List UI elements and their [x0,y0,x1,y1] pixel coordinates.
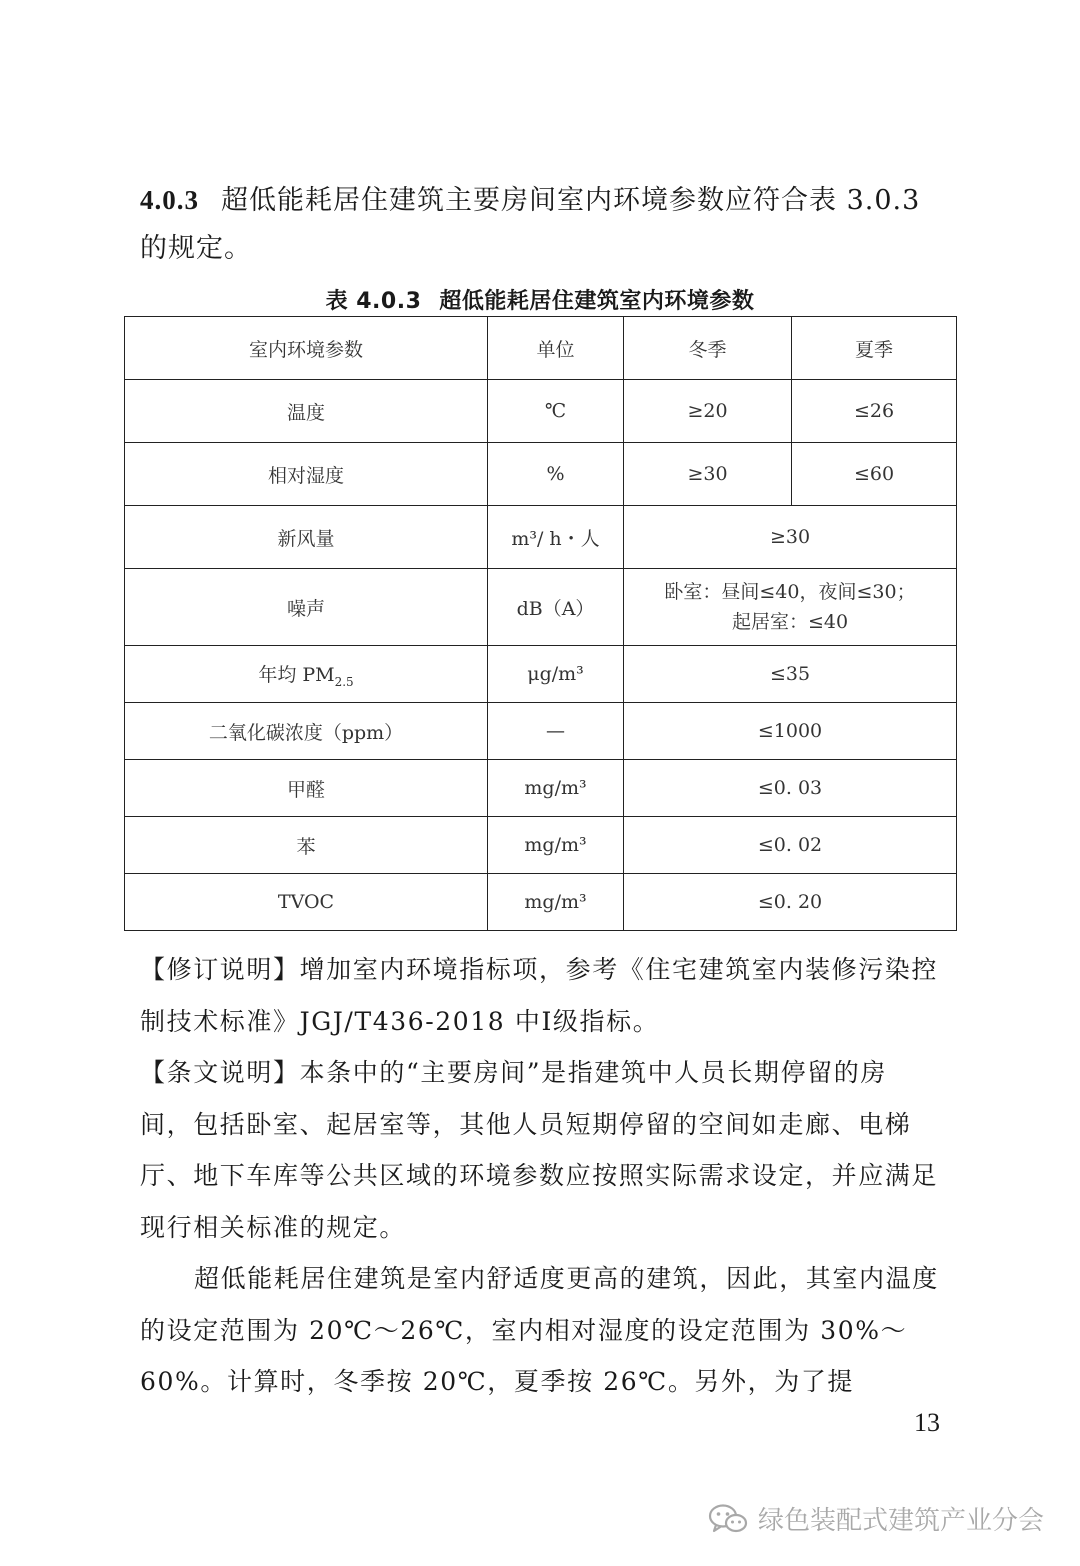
table-row [125,874,957,931]
value-cell: ≤0. 02 [624,817,957,874]
param-cell: 二氧化碳浓度（ppm） [125,703,488,760]
wechat-icon [708,1503,748,1535]
value-cell: ≤0. 03 [624,760,957,817]
table-row [125,760,957,817]
header-cell: 室内环境参数 [125,317,488,380]
unit-cell: ℃ [488,380,624,443]
unit-cell: m³/ h・人 [488,506,624,569]
clause-4-0-3 [140,176,940,273]
header-cell: 冬季 [624,317,792,380]
value-cell: ≥30 [624,506,957,569]
table-caption [124,284,956,315]
body-paragraph: 超低能耗居住建筑是室内舒适度更高的建筑，因此，其室内温度的设定范围为 20℃～26℃，室内相对湿度的设定范围为 30%～60%。计算时，冬季按 20℃，夏季按 26℃。另外，为了提 [140,1264,939,1396]
param-text: 年均 PM [258,663,335,686]
unit-cell: mg/m³ [488,874,624,931]
table-row [125,506,957,569]
explanation-note: 【条文说明】本条中的“主要房间”是指建筑中人员长期停留的房间，包括卧室、起居室等，其他人员短期停留的空间如走廊、电梯厅、地下车库等公共区域的环境参数应按照实际需求设定，并应满足现行相关标准的规定。 [140,1058,939,1242]
table-caption-title: 超低能耗居住建筑室内环境参数 [439,289,755,314]
table-row [125,703,957,760]
header-cell: 单位 [488,317,624,380]
winter-cell: ≥30 [624,443,792,506]
table-row [125,817,957,874]
param-cell: 甲醛 [125,760,488,817]
value-cell: ≤1000 [624,703,957,760]
page-number: 13 [914,1408,940,1437]
clause-text: 超低能耗居住建筑主要房间室内环境参数应符合表 3.0.3 的规定。 [140,185,921,264]
value-line: 起居室：≤40 [731,611,849,633]
revision-note: 【修订说明】增加室内环境指标项，参考《住宅建筑室内装修污染控制技术标准》JGJ/T436-2018 中Ⅰ级指标。 [140,955,939,1036]
value-line: 卧室：昼间≤40，夜间≤30； [664,581,916,603]
header-cell: 夏季 [792,317,957,380]
notes-section [140,944,940,1408]
unit-cell: mg/m³ [488,760,624,817]
param-cell: 新风量 [125,506,488,569]
table-header-row [125,317,957,380]
unit-cell: — [488,703,624,760]
unit-cell: mg/m³ [488,817,624,874]
param-cell: 温度 [125,380,488,443]
unit-cell: % [488,443,624,506]
value-cell: ≤35 [624,646,957,703]
clause-number: 4.0.3 [140,185,199,215]
param-cell: 相对湿度 [125,443,488,506]
value-cell: ≤0. 20 [624,874,957,931]
summer-cell: ≤60 [792,443,957,506]
param-cell: TVOC [125,874,488,931]
unit-cell: dB（A） [488,569,624,646]
table-row [125,443,957,506]
watermark [708,1500,1044,1537]
param-subscript: 2.5 [334,674,354,689]
summer-cell: ≤26 [792,380,957,443]
watermark-text: 绿色装配式建筑产业分会 [757,1506,1044,1536]
param-cell: 噪声 [125,569,488,646]
table-row [125,569,957,646]
value-cell [624,569,957,646]
table-row [125,380,957,443]
unit-cell: μg/m³ [488,646,624,703]
table-caption-number: 表 4.0.3 [325,289,422,314]
table-row [125,646,957,703]
environment-parameters-table [124,316,957,931]
param-cell [125,646,488,703]
param-cell: 苯 [125,817,488,874]
winter-cell: ≥20 [624,380,792,443]
